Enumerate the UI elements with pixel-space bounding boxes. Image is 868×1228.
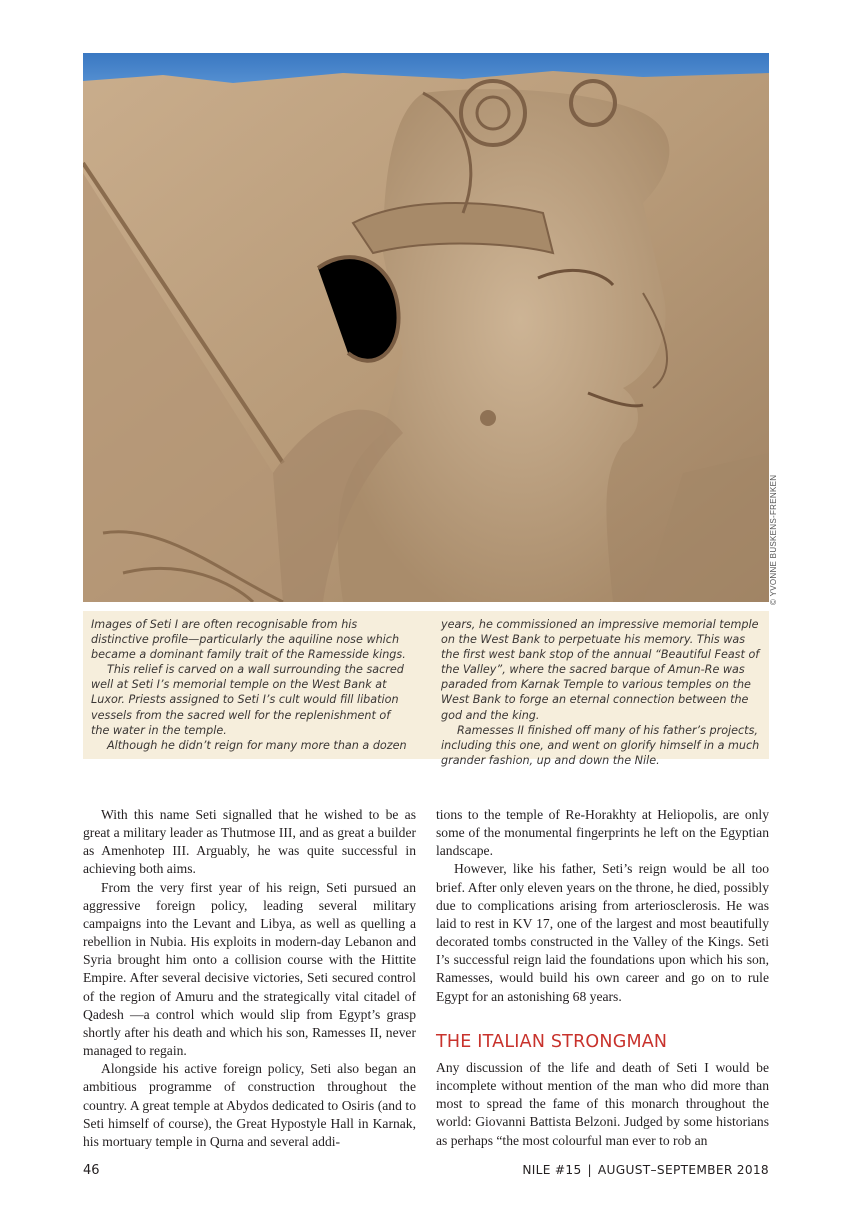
issue-date: AUGUST–SEPTEMBER 2018 xyxy=(597,1163,769,1177)
magazine-title: NILE #15 xyxy=(522,1163,582,1177)
caption-paragraph: Images of Seti I are often recognisable from his distinctive profile—particularly the aquiline nose which became a dominant family trait of the Ramesside kings. xyxy=(91,618,406,662)
body-paragraph: tions to the temple of Re-Horakhty at Heliopolis, are only some of the monumental fingerprints he left on the Egyptian landscape. xyxy=(436,807,769,859)
relief-photo xyxy=(83,53,769,602)
caption-right-column xyxy=(441,617,761,767)
caption-paragraph: Ramesses II finished off many of his father’s projects, including this one, and went on glorify himself in a much grander fashion, up and down the Nile. xyxy=(441,723,760,767)
caption-paragraph: This relief is carved on a wall surrounding the sacred well at Seti I’s memorial temple on the West Bank at Luxor. Priests assigned to Seti I’s cult would fill libation vessels from the sacred well for the replenishment of the water in the temple. xyxy=(91,663,404,737)
body-right-column xyxy=(436,806,769,1150)
body-paragraph: With this name Seti signalled that he wished to be as great a military leader as Thutmose III, and as great a builder as Amenhotep III. Arguably, he was quite successful in achieving both aims. xyxy=(83,807,416,877)
body-paragraph: Alongside his active foreign policy, Seti also began an ambitious programme of construction throughout the country. A great temple at Abydos dedicated to Osiris (and to Seti himself of course), the Great Hypostyle Hall in Karnak, his mortuary temple in Qurna and several addi- xyxy=(83,1061,416,1149)
body-paragraph: Any discussion of the life and death of Seti I would be incomplete without mention of the man who did more than most to spread the fame of this monarch throughout the world: Giovanni Battista Belzoni. Judged by some historians as perhaps “the most colourful man ever to rob an xyxy=(436,1059,769,1148)
caption-paragraph: Although he didn’t reign for many more than a dozen xyxy=(107,738,407,752)
section-heading: THE ITALIAN STRONGMAN xyxy=(436,1031,668,1052)
caption-box xyxy=(83,611,769,767)
page-number: 46 xyxy=(83,1163,100,1178)
body-paragraph: However, like his father, Seti’s reign would be all too brief. After only eleven years on the throne, he died, possibly due to complications arising from arteriosclerosis. He was laid to rest in KV 17, one of the largest and most beautifully decorated tombs constructed in the Valley of the Kings. Seti I’s successful reign laid the foundations upon which his son, Ramesses, would build his own career and go on to rule Egypt for an astonishing 68 years. xyxy=(436,861,769,1004)
caption-left-column xyxy=(91,617,411,759)
body-left-column xyxy=(83,806,416,1151)
caption-paragraph: years, he commissioned an impressive memorial temple on the West Bank to perpetuate his memory. This was the first west bank stop of the annual “Beautiful Feast of the Valley”, where the sacred barque of Amun-Re was paraded from Karnak Temple to various temples on the West Bank to forge an eternal connection between the god and the king. xyxy=(441,618,760,722)
footer-separator: | xyxy=(587,1163,592,1177)
body-paragraph: From the very first year of his reign, Seti pursued an aggressive foreign policy, leading several military campaigns into the Levant and Libya, as well as quelling a rebellion in Nubia. His exploits in modern-day Lebanon and Syria brought him onto a collision course with the Hittite Empire. After several decisive victories, Seti secured control of the region of Amuru and the strategically vital citadel of Qadesh —a control which would slip from Egypt’s grasp shortly after his death and which his son, Ramesses II, never managed to regain. xyxy=(83,879,416,1059)
seti-relief-illustration xyxy=(83,53,769,602)
running-footer xyxy=(522,1163,769,1177)
